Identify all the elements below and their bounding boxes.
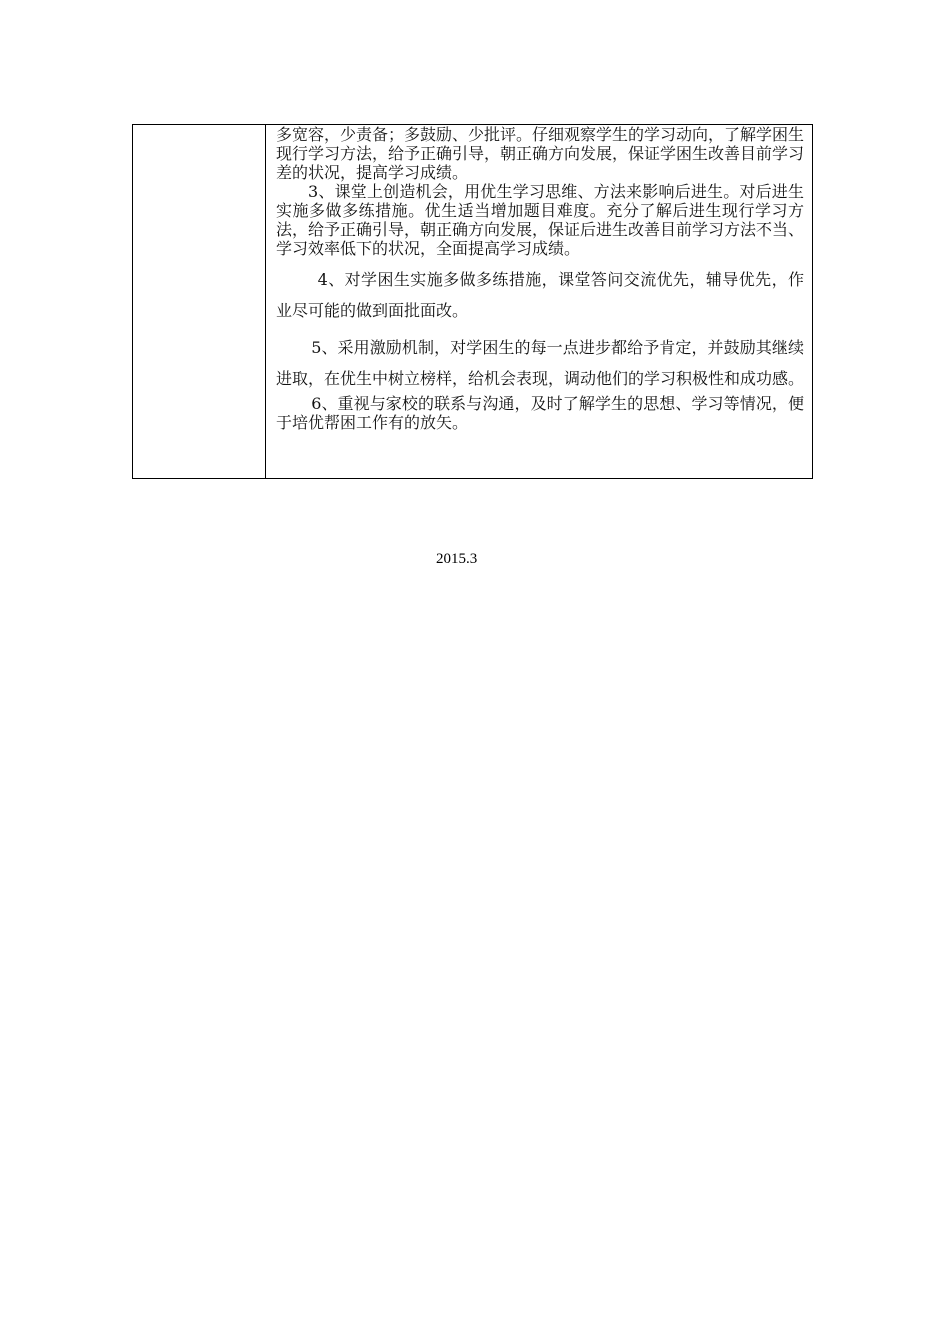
- paragraph-4: 5、采用激励机制，对学困生的每一点进步都给予肯定，并鼓励其继续进取，在优生中树立榜样，给机会表现，调动他们的学习积极性和成功感。: [276, 338, 805, 388]
- table-right-cell: [266, 125, 812, 478]
- content-table: [132, 124, 813, 479]
- document-date: 2015.3: [436, 551, 478, 567]
- paragraph-2: 3、课堂上创造机会，用优生学习思维、方法来影响后进生。对后进生实施多做多练措施。优生适当增加题目难度。充分了解后进生现行学习方法，给予正确引导，朝正确方向发展，保证后进生改善目前学习方法不当、学习效率低下的状况，全面提高学习成绩。: [276, 182, 805, 258]
- paragraph-3: 4、对学困生实施多做多练措施，课堂答问交流优先，辅导优先，作业尽可能的做到面批面改。: [276, 270, 804, 320]
- paragraph-1: 多宽容，少责备；多鼓励、少批评。仔细观察学生的学习动向，了解学困生现行学习方法，给予正确引导，朝正确方向发展，保证学困生改善目前学习差的状况，提高学习成绩。: [276, 125, 805, 182]
- paragraph-5: 6、重视与家校的联系与沟通，及时了解学生的思想、学习等情况，便于培优帮困工作有的放矢。: [276, 394, 804, 432]
- table-left-cell: [133, 125, 266, 478]
